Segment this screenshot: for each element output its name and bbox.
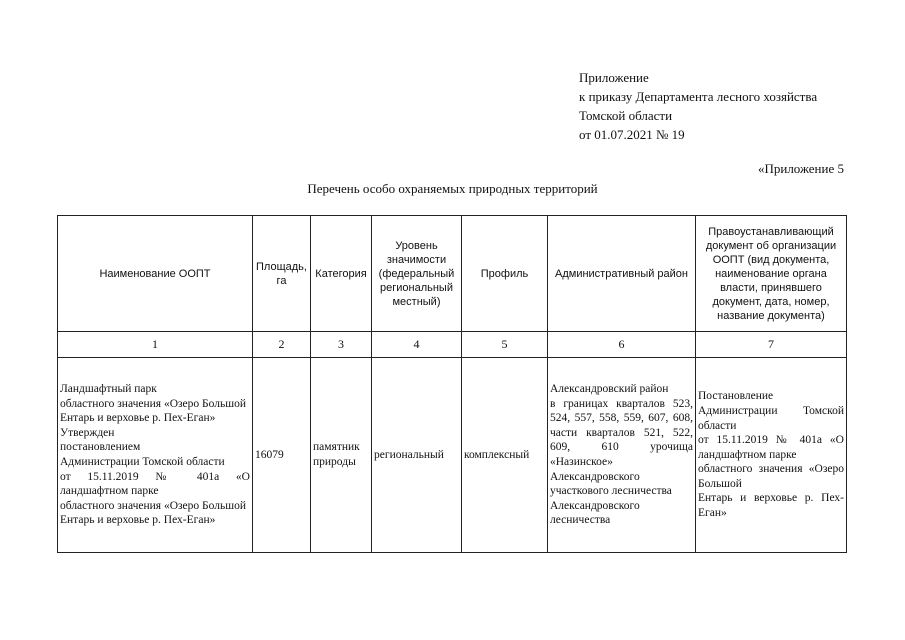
cell-name-line: Утвержден [60,426,115,439]
col-number: 7 [696,332,847,358]
cell-area: 16079 [253,358,311,553]
cell-district-line: в границах кварталов 523, 524, 557, 558, 559, 607, 608, части кварталов 521, 522, 609, 610 урочища «Назинское» [550,397,693,468]
col-number: 3 [311,332,372,358]
col-number: 6 [548,332,696,358]
cell-district-line: Александровского [550,499,640,512]
cell-significance: региональный [372,358,462,553]
cell-category: памятник природы [311,358,372,553]
cell-name-line: Администрации Томской области [60,456,225,468]
table-header-row [58,216,847,332]
cell-district [548,358,696,553]
col-header-category: Категория [311,216,372,332]
cell-document-line: областного значения «Озеро Большой [698,463,844,490]
col-number: 4 [372,332,462,358]
col-header-name: Наименование ООПТ [58,216,253,332]
appendix-number: «Приложение 5 [757,161,844,176]
cell-district-line: участкового лесничества [550,485,672,498]
cell-district-line: Александровского [550,470,640,483]
header-line-appendix: Приложение [579,70,649,85]
cell-document [696,358,847,553]
col-number: 2 [253,332,311,358]
col-header-significance: Уровень значимости (федеральный региональный местный) [372,216,462,332]
cell-name-line: областного значения «Озеро Большой [60,397,246,410]
cell-document-line: Администрации Томской области [698,404,844,432]
protected-areas-table [57,215,847,553]
header-line-order: к приказу Департамента лесного хозяйства [579,89,818,104]
cell-district-line: лесничества [550,514,611,527]
header-line-region: Томской области [579,108,673,123]
cell-name-line: Ландшафтный парк [60,383,157,396]
table-row [58,358,847,553]
col-header-document: Правоустанавливающий документ об организации ООПТ (вид документа, наименование органа власти, принявшего документ, дата, номер, название документа) [696,216,847,332]
col-header-profile: Профиль [462,216,548,332]
col-number: 5 [462,332,548,358]
header-line-date: от 01.07.2021 № 19 [579,127,685,142]
column-number-row [58,332,847,358]
cell-document-line: от 15.11.2019 № 401а «О ландшафтном парке [698,434,844,461]
cell-name-line: постановлением [60,441,141,454]
document-title: Перечень особо охраняемых природных территорий [307,181,598,196]
cell-name-line: областного значения «Озеро Большой [60,499,246,512]
cell-document-line: Ентарь и верховье р. Пех-Еган» [698,492,844,520]
cell-name-line: Ентарь и верховье р. Пех-Еган» [60,412,216,425]
col-number: 1 [58,332,253,358]
cell-district-line: Александровский район [550,383,669,396]
cell-profile: комплексный [462,358,548,553]
col-header-area: Площадь, га [253,216,311,332]
cell-name-line: от 15.11.2019 № 401а «О ландшафтном парке [60,470,250,498]
order-header [579,68,817,144]
cell-name [58,358,253,553]
cell-name-line: Ентарь и верховье р. Пех-Еган» [60,514,216,527]
col-header-district: Административный район [548,216,696,332]
cell-document-line: Постановление [698,390,774,403]
